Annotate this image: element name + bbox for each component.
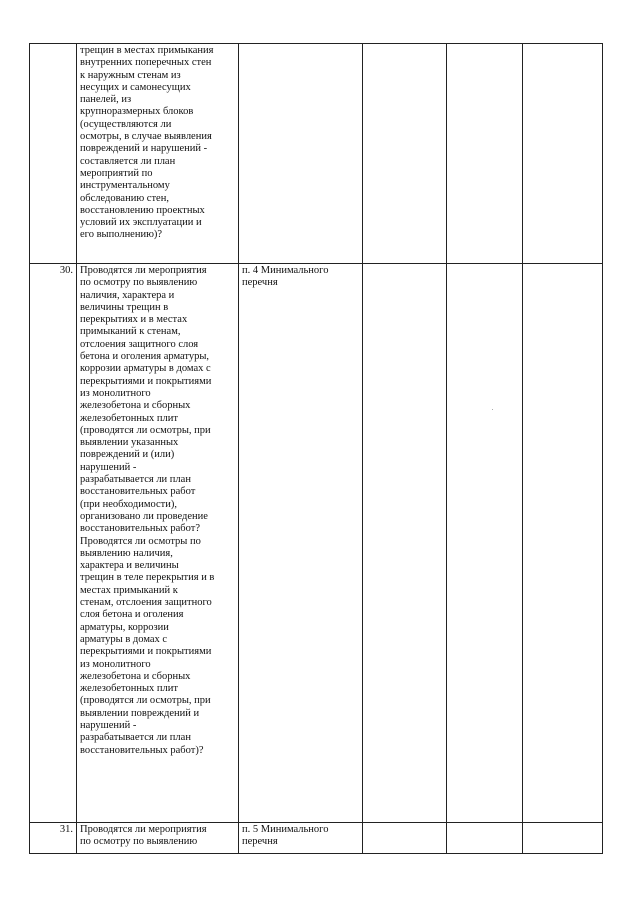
cell-text-line: из монолитного — [80, 658, 151, 670]
reference-cell — [239, 44, 363, 264]
cell-text-line: (проводятся ли осмотры, при — [80, 695, 211, 707]
empty-cell — [523, 823, 603, 854]
cell-text-line: организовано ли проведение — [80, 510, 208, 522]
cell-text-line: по осмотру по выявлению — [80, 836, 198, 848]
cell-text-line: мероприятий по — [80, 167, 153, 179]
empty-cell — [363, 823, 447, 854]
cell-text-line: (проводятся ли осмотры, при — [80, 424, 211, 436]
question-cell — [77, 44, 239, 264]
cell-text-line: выявлении повреждений и — [80, 707, 200, 719]
empty-cell — [363, 264, 447, 823]
cell-text-line: выявлению наличия, — [80, 547, 173, 559]
row-number: 30. — [30, 264, 77, 823]
cell-text-line: арматуры в домах с — [80, 633, 168, 645]
cell-text-line: отслоения защитного слоя — [80, 338, 199, 350]
cell-text-line: железобетона и сборных — [80, 400, 191, 412]
cell-text-line: его выполнению)? — [80, 229, 163, 241]
cell-text-line: из монолитного — [80, 387, 151, 399]
table-row — [30, 44, 603, 264]
empty-cell — [363, 44, 447, 264]
row-number — [30, 44, 77, 264]
cell-text-line: трещин в теле перекрытия и в — [80, 572, 215, 584]
cell-text-line: наличия, характера и — [80, 289, 175, 301]
cell-text-line: перечня — [242, 277, 278, 289]
cell-text-line: внутренних поперечных стен — [80, 57, 212, 69]
cell-text-line: трещин в местах примыкания — [80, 45, 214, 56]
cell-text-line: восстановительных работ? — [80, 523, 200, 535]
cell-text-line: восстановлению проектных — [80, 204, 205, 216]
cell-text-line: (при необходимости), — [80, 498, 177, 510]
inspection-table — [29, 43, 603, 854]
cell-text-line: железобетонных плит — [80, 412, 178, 424]
cell-text-line: Проводятся ли осмотры по — [80, 535, 201, 547]
empty-cell — [447, 823, 523, 854]
cell-text-line: панелей, из — [80, 94, 132, 106]
question-cell — [77, 264, 239, 823]
scan-speck — [492, 409, 493, 410]
cell-text-line: перекрытиях и в местах — [80, 314, 188, 326]
empty-cell — [523, 264, 603, 823]
cell-text-line: повреждений и (или) — [80, 449, 175, 461]
cell-text-line: восстановительных работ — [80, 486, 196, 498]
cell-text-line: перекрытиями и покрытиями — [80, 646, 212, 658]
cell-text-line: характера и величины — [80, 560, 179, 572]
cell-text-line: к наружным стенам из — [80, 69, 181, 81]
cell-text-line: железобетонных плит — [80, 683, 178, 695]
cell-text-line: величины трещин в — [80, 301, 169, 313]
cell-text-line: инструментальному — [80, 180, 170, 192]
cell-text-line: осмотры, в случае выявления — [80, 131, 212, 143]
reference-cell — [239, 823, 363, 854]
cell-text-line: повреждений и нарушений - — [80, 143, 208, 155]
cell-text-line: коррозии арматуры в домах с — [80, 363, 211, 375]
cell-text-line: крупноразмерных блоков — [80, 106, 194, 118]
cell-text-line: слоя бетона и оголения — [80, 609, 184, 621]
cell-text-line: нарушений - — [80, 461, 137, 473]
cell-text-line: нарушений - — [80, 719, 137, 731]
cell-text-line: Проводятся ли мероприятия — [80, 265, 207, 276]
table-row — [30, 823, 603, 854]
cell-text-line: стенам, отслоения защитного — [80, 597, 212, 609]
cell-text-line: п. 4 Минимального — [242, 265, 329, 276]
cell-text-line: Проводятся ли мероприятия — [80, 824, 207, 835]
cell-text-line: несущих и самонесущих — [80, 81, 191, 93]
cell-text-line: условий их эксплуатации и — [80, 217, 202, 229]
cell-text-line: бетона и оголения арматуры, — [80, 351, 210, 363]
cell-text-line: восстановительных работ)? — [80, 744, 204, 756]
table-row — [30, 264, 603, 823]
cell-text-line: примыканий к стенам, — [80, 326, 181, 338]
cell-text-line: перекрытиями и покрытиями — [80, 375, 212, 387]
cell-text-line: обследованию стен, — [80, 192, 169, 204]
reference-cell — [239, 264, 363, 823]
cell-text-line: (осуществляются ли — [80, 118, 172, 130]
cell-text-line: по осмотру по выявлению — [80, 277, 198, 289]
row-number: 31. — [30, 823, 77, 854]
cell-text-line: арматуры, коррозии — [80, 621, 169, 633]
cell-text-line: местах примыканий к — [80, 584, 178, 596]
cell-text-line: разрабатывается ли план — [80, 474, 191, 486]
empty-cell — [447, 264, 523, 823]
question-cell — [77, 823, 239, 854]
cell-text-line: п. 5 Минимального — [242, 824, 329, 835]
cell-text-line: составляется ли план — [80, 155, 176, 167]
empty-cell — [523, 44, 603, 264]
empty-cell — [447, 44, 523, 264]
cell-text-line: железобетона и сборных — [80, 670, 191, 682]
cell-text-line: перечня — [242, 836, 278, 848]
cell-text-line: выявлении указанных — [80, 437, 179, 449]
cell-text-line: разрабатывается ли план — [80, 732, 191, 744]
